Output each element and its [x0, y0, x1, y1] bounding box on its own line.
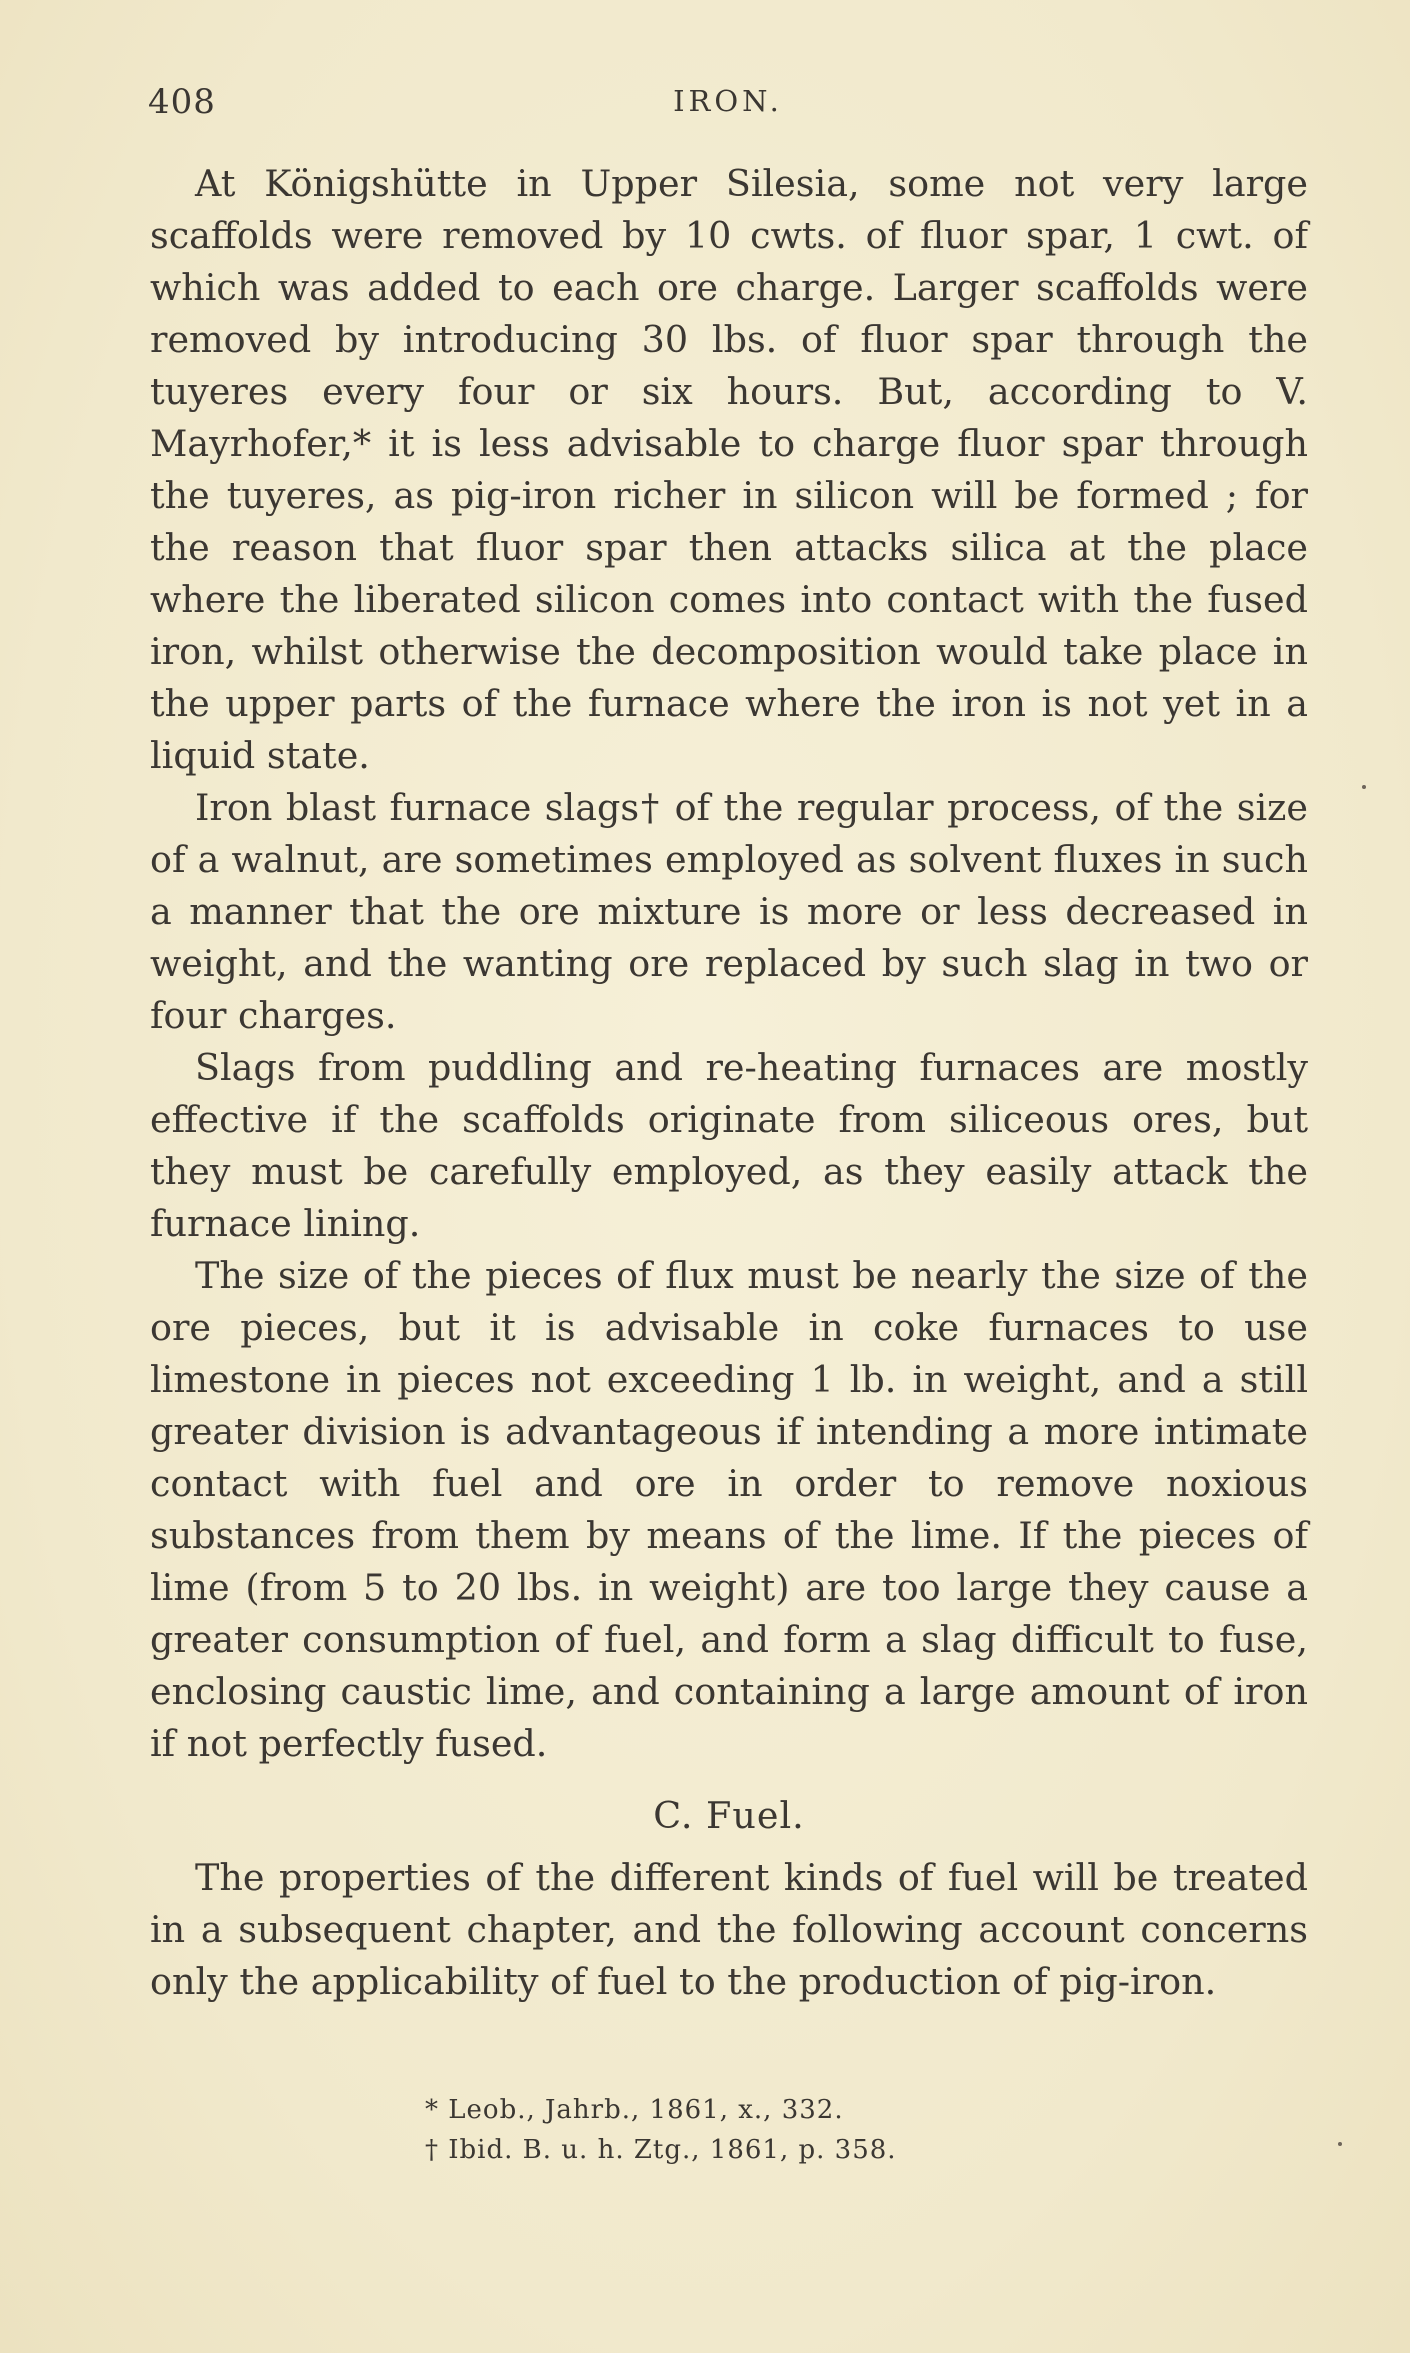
- body-text: [150, 158, 1308, 2008]
- footnotes: [150, 2090, 1308, 2170]
- paragraph-1: At Königshütte in Upper Silesia, some not very large scaffolds were removed by 10 cwts. of fluor spar, 1 cwt. of which was added to each ore charge. Larger scaffolds were removed by introducing 30 lbs. of fluor spar through the tuyeres every four or six hours. But, according to V. Mayrhofer,* it is less advisable to charge fluor spar through the tuyeres, as pig-iron richer in silicon will be formed ; for the reason that fluor spar then attacks silica at the place where the liberated silicon comes into contact with the fused iron, whilst otherwise the decomposition would take place in the upper parts of the furnace where the iron is not yet in a liquid state.: [150, 162, 1308, 777]
- paragraph-4: The size of the pieces of flux must be nearly the size of the ore pieces, but it is advisable in coke furnaces to use limestone in pieces not exceeding 1 lb. in weight, and a still greater division is advantageous if intending a more intimate contact with fuel and ore in order to remove noxious substances from them by means of the lime. If the pieces of lime (from 5 to 20 lbs. in weight) are too large they cause a greater consumption of fuel, and form a slag difficult to fuse, enclosing caustic lime, and containing a large amount of iron if not perfectly fused.: [150, 1254, 1308, 1765]
- page-number: 408: [148, 82, 216, 122]
- page-header: [148, 82, 1308, 132]
- section-paragraph: The properties of the different kinds of fuel will be treated in a subsequent chapter, and the following account concerns only the applicability of fuel to the production of pig-iron.: [150, 1856, 1308, 2003]
- paper-speck: [1362, 785, 1366, 789]
- footnote-2: † Ibid. B. u. h. Ztg., 1861, p. 358.: [425, 2135, 897, 2165]
- paragraph-3: Slags from puddling and re-heating furnaces are mostly effective if the scaffolds originate from siliceous ores, but they must be carefully employed, as they easily attack the furnace lining.: [150, 1046, 1308, 1245]
- running-head: IRON.: [673, 84, 783, 118]
- footnote-1: * Leob., Jahrb., 1861, x., 332.: [425, 2095, 844, 2125]
- paper-speck: [1338, 2142, 1342, 2146]
- paragraph-2: Iron blast furnace slags† of the regular process, of the size of a walnut, are sometimes employed as solvent fluxes in such a manner that the ore mixture is more or less decreased in weight, and the wanting ore replaced by such slag in two or four charges.: [150, 786, 1308, 1037]
- section-heading: C. Fuel.: [653, 1794, 805, 1837]
